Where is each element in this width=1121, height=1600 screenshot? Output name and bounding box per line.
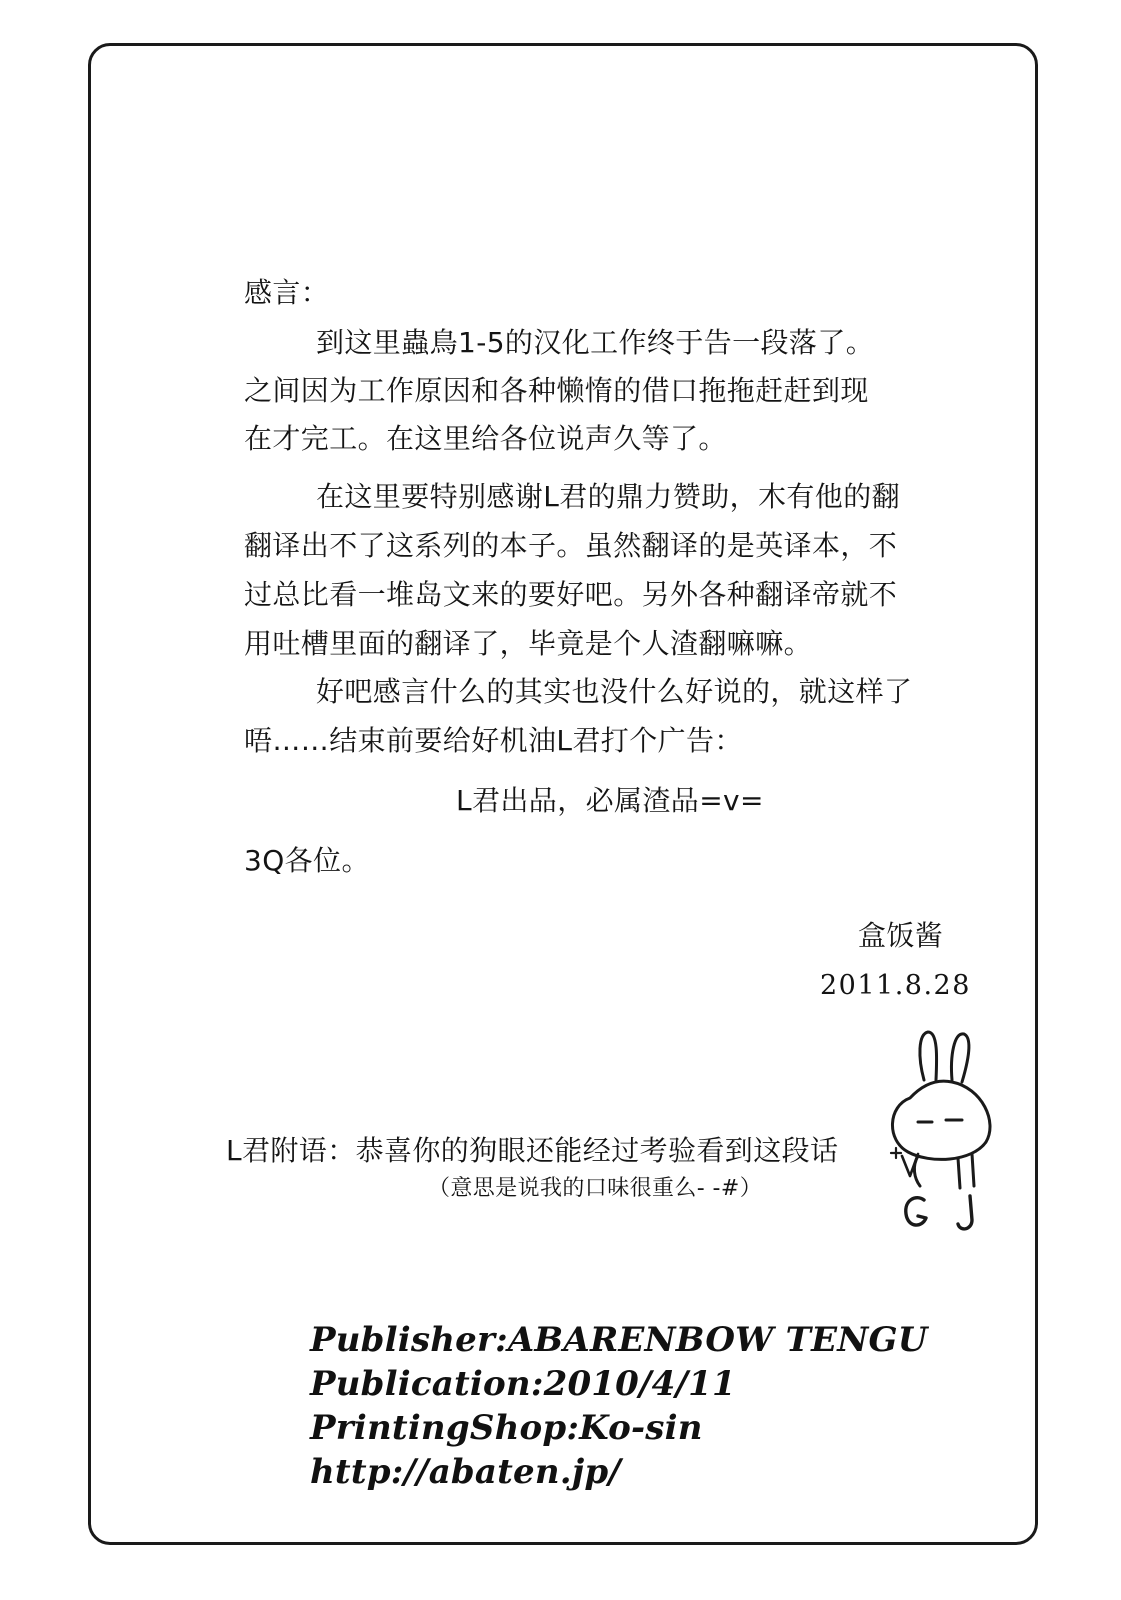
afterword-line-6: 过总比看一堆岛文来的要好吧。另外各种翻译帝就不	[244, 578, 898, 611]
slogan-line: L君出品，必属渣品=v=	[456, 784, 764, 817]
afterword-line-1: 到这里蟲鳥1-5的汉化工作终于告一段落了。	[316, 326, 875, 359]
publisher-line: Publisher:ABARENBOW TENGU	[310, 1320, 928, 1360]
postscript-main: L君附语：恭喜你的狗眼还能经过考验看到这段话	[226, 1134, 839, 1167]
afterword-line-9: 唔……结束前要给好机油L君打个广告：	[244, 724, 743, 757]
afterword-heading: 感言：	[244, 276, 330, 309]
afterword-line-5: 翻译出不了这系列的本子。虽然翻译的是英译本，不	[244, 529, 898, 562]
signature-name: 盒饭酱	[858, 919, 944, 952]
afterword-line-3: 在才完工。在这里给各位说声久等了。	[244, 422, 727, 455]
postscript-sub: （意思是说我的口味很重么- -#）	[428, 1176, 763, 1201]
signature-date: 2011.8.28	[820, 970, 971, 1001]
publication-date-line: Publication:2010/4/11	[310, 1364, 736, 1404]
printing-shop-line: PrintingShop:Ko-sin	[310, 1408, 703, 1448]
afterword-line-4: 在这里要特别感谢L君的鼎力赞助，木有他的翻	[316, 480, 901, 513]
afterword-line-8: 好吧感言什么的其实也没什么好说的，就这样了	[316, 675, 913, 708]
bunny-doodle-drawing	[880, 1028, 1000, 1238]
afterword-line-7: 用吐槽里面的翻译了，毕竟是个人渣翻嘛嘛。	[244, 627, 813, 660]
thanks-line: 3Q各位。	[244, 844, 370, 877]
afterword-line-2: 之间因为工作原因和各种懒惰的借口拖拖赶赶到现	[244, 374, 869, 407]
website-url-line: http://abaten.jp/	[310, 1452, 621, 1492]
